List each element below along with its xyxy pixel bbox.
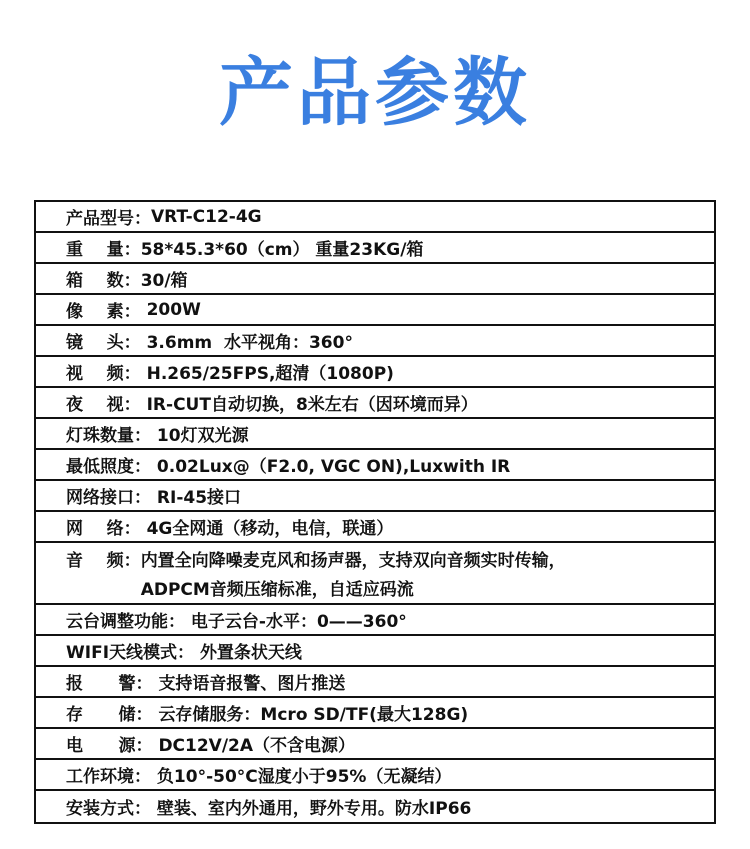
spec-label: 夜 视： bbox=[66, 395, 147, 415]
spec-label: 产品型号： bbox=[66, 209, 151, 229]
spec-label: 电 源： bbox=[66, 736, 159, 756]
spec-value: 负10°-50°C湿度小于95%（无凝结） bbox=[156, 767, 452, 787]
spec-table bbox=[34, 200, 716, 824]
spec-row-pixels bbox=[36, 295, 714, 326]
spec-row-weight bbox=[36, 233, 714, 264]
spec-label: 重 量： bbox=[66, 240, 141, 260]
spec-row-led-count bbox=[36, 419, 714, 450]
spec-value: 内置全向降噪麦克风和扬声器，支持双向音频实时传输，ADPCM音频压缩标准，自适应码流 bbox=[140, 551, 566, 600]
spec-row-alarm bbox=[36, 667, 714, 698]
spec-label: 视 频： bbox=[66, 364, 147, 384]
spec-label: 镜 头： bbox=[66, 333, 147, 353]
spec-label: 箱 数： bbox=[66, 271, 141, 291]
spec-row-ptz bbox=[36, 605, 714, 636]
spec-value: RI-45接口 bbox=[156, 488, 242, 508]
spec-label: 像 素： bbox=[66, 302, 147, 322]
spec-row-video bbox=[36, 357, 714, 388]
spec-row-network bbox=[36, 512, 714, 543]
spec-row-installation bbox=[36, 791, 714, 822]
spec-row-environment bbox=[36, 760, 714, 791]
spec-value: 4G全网通（移动，电信，联通） bbox=[146, 519, 394, 539]
spec-label: 最低照度： bbox=[66, 457, 157, 477]
spec-label: 网络接口： bbox=[66, 488, 157, 508]
spec-label: 灯珠数量： bbox=[66, 426, 157, 446]
spec-value: 电子云台-水平：0——360° bbox=[190, 612, 407, 632]
spec-value: 云存储服务：Mcro SD/TF(最大128G) bbox=[158, 705, 469, 725]
spec-row-model bbox=[36, 202, 714, 233]
spec-value: IR-CUT自动切换，8米左右（因环境而异） bbox=[146, 395, 478, 415]
spec-label: 云台调整功能： bbox=[66, 612, 191, 632]
spec-value: 30/箱 bbox=[140, 271, 188, 291]
spec-label: 网 络： bbox=[66, 519, 147, 539]
spec-row-storage bbox=[36, 698, 714, 729]
page-title: 产品参数 bbox=[219, 50, 531, 136]
spec-row-power bbox=[36, 729, 714, 760]
spec-label: WIFI天线模式： bbox=[66, 643, 200, 663]
spec-row-audio bbox=[36, 543, 714, 605]
spec-value: 10灯双光源 bbox=[156, 426, 249, 446]
spec-row-box-count bbox=[36, 264, 714, 295]
spec-row-night-vision bbox=[36, 388, 714, 419]
spec-value: DC12V/2A（不含电源） bbox=[158, 736, 356, 756]
spec-value: H.265/25FPS,超清（1080P) bbox=[146, 364, 394, 384]
spec-value: 壁装、室内外通用，野外专用。防水IP66 bbox=[156, 799, 472, 819]
spec-value: VRT-C12-4G bbox=[151, 206, 262, 227]
spec-row-network-port bbox=[36, 481, 714, 512]
spec-row-wifi-antenna bbox=[36, 636, 714, 667]
spec-value: 58*45.3*60（cm） 重量23KG/箱 bbox=[140, 240, 424, 260]
spec-value: 200W bbox=[146, 299, 201, 320]
spec-label: 安装方式： bbox=[66, 799, 157, 819]
spec-value: 0.02Lux@（F2.0, VGC ON),Luxwith IR bbox=[156, 457, 511, 477]
spec-label: 存 储： bbox=[66, 705, 159, 725]
spec-label: 报 警： bbox=[66, 674, 159, 694]
spec-value: 支持语音报警、图片推送 bbox=[158, 674, 346, 694]
spec-value: 3.6mm 水平视角：360° bbox=[146, 333, 353, 353]
spec-label: 工作环境： bbox=[66, 767, 157, 787]
spec-label: 音 频： bbox=[66, 551, 141, 571]
spec-value: 外置条状天线 bbox=[199, 643, 302, 663]
spec-row-min-illumination bbox=[36, 450, 714, 481]
spec-row-lens bbox=[36, 326, 714, 357]
